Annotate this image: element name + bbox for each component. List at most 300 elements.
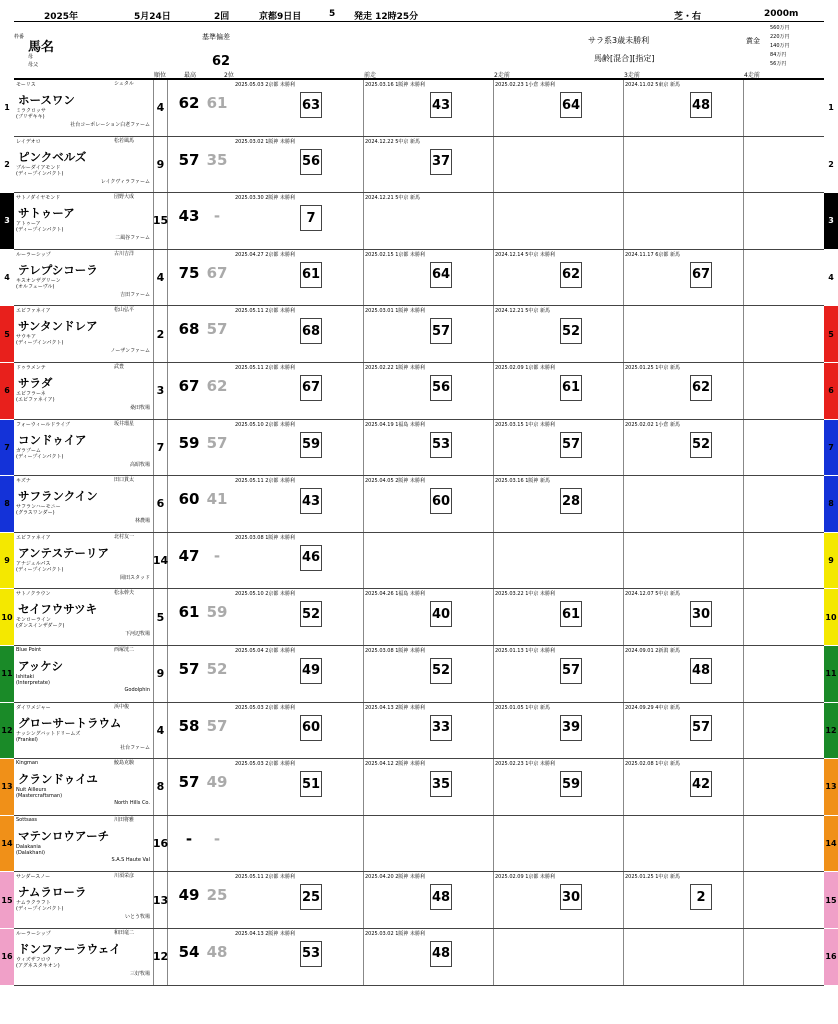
second-score: - xyxy=(213,546,221,565)
run-title: 2025.04.05 2阪神 未勝利 xyxy=(365,478,425,485)
sire-name: キズナ xyxy=(16,478,31,485)
horse-row[interactable] xyxy=(4,80,834,137)
run-title: 2025.02.08 1中京 新馬 xyxy=(625,761,680,768)
run-title: 2025.05.10 2京都 未勝利 xyxy=(235,591,295,598)
top-score: 68 xyxy=(178,320,200,339)
run-score: 42 xyxy=(690,771,712,797)
breeder-name: Godolphin xyxy=(124,686,150,693)
rank: 13 xyxy=(154,872,168,928)
jockey-name: 北村友一 xyxy=(114,533,135,540)
past-run[interactable] xyxy=(364,646,494,702)
jockey-name: 西塚洸二 xyxy=(114,646,135,653)
sire-name: モーリス xyxy=(16,82,36,88)
race-day: 京都9日目 xyxy=(259,12,302,22)
ref-value: 62 xyxy=(212,54,231,69)
run-score: 48 xyxy=(690,92,712,118)
past-run[interactable] xyxy=(494,306,624,362)
horse-profile xyxy=(14,759,154,815)
horse-row[interactable] xyxy=(1,589,837,646)
frame-number: 10 xyxy=(0,589,14,645)
past-run[interactable] xyxy=(624,533,744,589)
rank: 12 xyxy=(154,929,168,985)
past-run[interactable] xyxy=(234,646,364,702)
run-score: 52 xyxy=(560,318,582,344)
dam-name: アトゥーア xyxy=(16,221,41,228)
race-header xyxy=(14,8,824,22)
past-run[interactable] xyxy=(234,589,364,645)
horse-name[interactable]: ドンファーラウェイ xyxy=(18,941,121,956)
frame-number: 12 xyxy=(0,703,14,759)
dam-name: ミラクロッサ xyxy=(16,108,46,114)
frame-number-right: 12 xyxy=(824,703,838,759)
horse-row[interactable] xyxy=(1,872,837,929)
run-score: 48 xyxy=(430,884,452,910)
jockey-name: 坂井瑠星 xyxy=(114,420,135,427)
dam-name: エピフラーネ xyxy=(16,390,46,397)
frame-number: 3 xyxy=(0,193,14,249)
past-run[interactable] xyxy=(364,929,494,985)
horse-name[interactable]: サラダ xyxy=(18,375,53,390)
jockey-name: 鮫島克駿 xyxy=(114,760,135,767)
run-title: 2024.09.29 4中京 新馬 xyxy=(625,704,680,711)
dam-name: ナムラクラフト xyxy=(16,900,51,907)
frame-number: 9 xyxy=(0,533,14,589)
horse-name[interactable]: コンドゥイア xyxy=(18,432,87,447)
past-run[interactable] xyxy=(494,363,624,419)
run-title: 2024.11.02 5東京 新馬 xyxy=(625,82,680,88)
past-run[interactable] xyxy=(624,306,744,362)
past-run[interactable] xyxy=(364,476,494,532)
top-score: 57 xyxy=(178,659,200,678)
horse-row[interactable] xyxy=(4,420,834,477)
frame-number-right: 8 xyxy=(824,476,838,532)
run-title: 2025.05.03 2京都 未勝利 xyxy=(235,761,295,768)
frame-number-right: 3 xyxy=(824,193,838,249)
breeder-name: 社台ファーム xyxy=(120,744,150,751)
jockey-name: 田口貫太 xyxy=(114,477,135,484)
past-run[interactable] xyxy=(364,759,494,815)
damsire-label: 母父 xyxy=(28,62,39,68)
column-header: 3走前 xyxy=(624,72,640,79)
prize-label: 賞金 xyxy=(746,37,760,45)
second-score: 57 xyxy=(206,716,228,735)
top-score: 49 xyxy=(178,886,200,905)
past-run[interactable] xyxy=(234,363,364,419)
frame-number: 5 xyxy=(0,306,14,362)
horse-row[interactable] xyxy=(4,306,834,363)
past-run[interactable] xyxy=(364,193,494,249)
past-run[interactable] xyxy=(624,250,744,306)
run-title: 2025.04.27 2京都 未勝利 xyxy=(235,251,295,258)
damsire-name: (Interpretate) xyxy=(16,679,50,686)
past-run[interactable] xyxy=(624,80,744,136)
rank: 3 xyxy=(154,363,168,419)
past-run[interactable] xyxy=(364,420,494,476)
horse-profile xyxy=(14,703,154,759)
damsire-name: (ディープインパクト) xyxy=(16,170,64,177)
damsire-name: (ディープインパクト) xyxy=(16,340,64,347)
run-score: 56 xyxy=(300,149,322,175)
sire-name: サンダースノー xyxy=(16,874,51,881)
run-score: 57 xyxy=(560,432,582,458)
race-year: 2025年 xyxy=(44,12,79,22)
horse-name[interactable]: テレプシコーラ xyxy=(18,262,98,277)
second-score: - xyxy=(213,207,221,226)
run-score: 64 xyxy=(560,92,582,118)
frame-number: 8 xyxy=(0,476,14,532)
past-run[interactable] xyxy=(624,872,744,928)
breeder-name: 岡田スタッド xyxy=(119,574,150,581)
horse-name[interactable]: クランドゥイユ xyxy=(18,772,98,787)
run-title: 2024.12.22 5中京 新馬 xyxy=(365,138,420,145)
past-run[interactable] xyxy=(234,533,364,589)
past-run[interactable] xyxy=(234,759,364,815)
run-score: 51 xyxy=(300,771,322,797)
horse-row[interactable] xyxy=(4,363,834,420)
top-score: 75 xyxy=(178,263,200,282)
sire-name: サトノダイヤモンド xyxy=(16,195,61,202)
run-title: 2025.02.09 1京都 未勝利 xyxy=(495,364,555,371)
run-score: 52 xyxy=(300,601,322,627)
past-run[interactable] xyxy=(494,646,624,702)
past-run[interactable] xyxy=(364,137,494,193)
run-title: 2025.01.13 1中京 未勝利 xyxy=(495,647,555,654)
past-run[interactable] xyxy=(494,80,624,136)
top-score: 60 xyxy=(178,490,200,509)
second-score: 52 xyxy=(206,659,228,678)
second-score: 41 xyxy=(206,490,228,509)
past-run[interactable] xyxy=(234,137,364,193)
horse-profile xyxy=(14,646,154,702)
breeder-name: 二風谷ファーム xyxy=(115,235,150,242)
frame-number: 11 xyxy=(0,646,14,702)
jockey-name: 浜中俊 xyxy=(114,703,130,710)
run-score: 25 xyxy=(300,884,322,910)
horse-name-label: 馬名 xyxy=(28,40,55,55)
past-run[interactable] xyxy=(494,420,624,476)
run-title: 2024.11.17 6京都 新馬 xyxy=(625,251,680,258)
dam-name: キスオンザグリーン xyxy=(16,277,61,284)
frame-number-right: 1 xyxy=(824,80,838,136)
past-run[interactable] xyxy=(624,363,744,419)
breeder-name: いとう牧場 xyxy=(124,914,150,921)
run-score: 62 xyxy=(690,375,712,401)
horse-name[interactable]: ピンクベルズ xyxy=(18,149,87,164)
run-score: 60 xyxy=(300,715,322,741)
run-score: 53 xyxy=(300,941,322,967)
sire-name: ダイワメジャー xyxy=(16,704,51,711)
frame-number-right: 7 xyxy=(824,420,838,476)
horse-profile xyxy=(14,250,154,306)
sire-name: Sottsass xyxy=(16,816,38,823)
run-title: 2025.02.22 1阪神 未勝利 xyxy=(365,364,425,371)
horse-row[interactable] xyxy=(4,250,834,307)
run-score: 64 xyxy=(430,262,452,288)
sire-name: ルーラーシップ xyxy=(16,930,51,937)
run-score: 35 xyxy=(430,771,452,797)
damsire-name: (グラスワンダー) xyxy=(16,510,55,517)
top-score: 43 xyxy=(178,207,200,226)
run-title: 2025.04.20 2阪神 未勝利 xyxy=(365,874,425,881)
prize-amount: 56万円 xyxy=(770,61,787,67)
run-score: 53 xyxy=(430,432,452,458)
horse-profile xyxy=(14,476,154,532)
run-score: 30 xyxy=(690,601,712,627)
sire-name: レイデオロ xyxy=(16,138,41,145)
past-run[interactable] xyxy=(234,929,364,985)
past-run[interactable] xyxy=(494,703,624,759)
horse-profile xyxy=(14,589,154,645)
past-run[interactable] xyxy=(364,816,494,872)
horse-name[interactable]: マテンロウアーチ xyxy=(18,828,110,843)
damsire-name: (アグネスタキオン) xyxy=(16,962,60,969)
horse-row[interactable] xyxy=(1,759,837,816)
horse-name[interactable]: グローサートラウム xyxy=(18,715,122,730)
dam-name: サフランハーモニー xyxy=(16,504,61,511)
run-title: 2025.05.03 2京都 未勝利 xyxy=(235,704,295,711)
rank: 7 xyxy=(154,420,168,476)
horse-profile xyxy=(14,872,154,928)
jockey-name: 武豊 xyxy=(114,363,125,370)
frame-number: 16 xyxy=(0,929,14,985)
second-score: - xyxy=(213,829,221,848)
rank: 15 xyxy=(154,193,168,249)
damsire-name: (ディープインパクト) xyxy=(16,906,64,913)
frame-number-right: 10 xyxy=(824,589,838,645)
past-run[interactable] xyxy=(234,193,364,249)
top-score: 57 xyxy=(178,150,200,169)
past-run[interactable] xyxy=(624,703,744,759)
horse-name[interactable]: サトゥーア xyxy=(18,206,75,221)
past-run[interactable] xyxy=(494,476,624,532)
horse-row[interactable] xyxy=(1,646,837,703)
dam-label: 母 xyxy=(28,54,34,60)
sire-name: ルーラーシップ xyxy=(16,251,51,258)
run-title: 2025.05.11 2京都 未勝利 xyxy=(235,478,295,485)
column-header: 2走前 xyxy=(494,72,510,79)
horse-name[interactable]: セイフウサツキ xyxy=(18,602,98,617)
run-score: 46 xyxy=(300,545,322,571)
past-run[interactable] xyxy=(234,816,364,872)
breeder-name: 高昭牧場 xyxy=(129,461,150,468)
top-score: - xyxy=(185,829,193,848)
prize-amount: 84万円 xyxy=(770,52,787,58)
second-score: 57 xyxy=(206,320,228,339)
past-run[interactable] xyxy=(364,703,494,759)
rank: 14 xyxy=(154,533,168,589)
horse-name[interactable]: アッケシ xyxy=(18,658,63,673)
breeder-name: 吉田ファーム xyxy=(120,291,150,298)
past-run[interactable] xyxy=(624,476,744,532)
horse-profile xyxy=(14,137,154,193)
run-score: 43 xyxy=(300,488,322,514)
run-title: 2025.04.13 2阪神 未勝利 xyxy=(235,930,295,937)
run-title: 2024.09.01 2新潟 新馬 xyxy=(625,647,680,654)
horse-profile xyxy=(14,363,154,419)
dam-name: ナッシングバットドリームズ xyxy=(16,730,81,737)
past-run[interactable] xyxy=(624,589,744,645)
rank: 9 xyxy=(154,646,168,702)
column-header: 前走 xyxy=(364,72,377,79)
run-title: 2025.05.11 2京都 未勝利 xyxy=(235,874,295,881)
column-headers xyxy=(154,70,824,80)
breeder-name: North Hills Co. xyxy=(114,800,150,807)
frame-number: 6 xyxy=(0,363,14,419)
run-score: 68 xyxy=(300,318,322,344)
horse-row[interactable] xyxy=(1,816,837,873)
damsire-name: (ダンスインザダーク) xyxy=(16,623,65,630)
horse-name[interactable]: サフランクイン xyxy=(18,489,98,504)
past-run[interactable] xyxy=(494,872,624,928)
past-run[interactable] xyxy=(364,872,494,928)
top-score: 54 xyxy=(178,942,200,961)
past-run[interactable] xyxy=(364,533,494,589)
run-score: 67 xyxy=(300,375,322,401)
sire-name: フォーウィールドライブ xyxy=(16,421,71,428)
past-run[interactable] xyxy=(624,759,744,815)
past-run[interactable] xyxy=(494,137,624,193)
second-score: 35 xyxy=(206,150,228,169)
frame-number: 2 xyxy=(0,137,14,193)
past-run[interactable] xyxy=(234,420,364,476)
past-run[interactable] xyxy=(494,589,624,645)
horse-row[interactable] xyxy=(4,476,834,533)
past-run[interactable] xyxy=(624,646,744,702)
run-score: 30 xyxy=(560,884,582,910)
run-score: 40 xyxy=(430,601,452,627)
race-sheet xyxy=(1,8,837,986)
run-title: 2025.05.10 2京都 未勝利 xyxy=(235,421,295,428)
breeder-name: ノーザンファーム xyxy=(110,348,150,355)
horse-row[interactable] xyxy=(1,703,837,760)
run-title: 2025.02.23 1中京 未勝利 xyxy=(495,761,555,768)
past-run[interactable] xyxy=(494,759,624,815)
past-run[interactable] xyxy=(364,363,494,419)
past-run[interactable] xyxy=(364,306,494,362)
past-run[interactable] xyxy=(624,193,744,249)
past-run[interactable] xyxy=(234,80,364,136)
top-score: 62 xyxy=(178,94,200,112)
jockey-name: 松山弘平 xyxy=(114,307,135,314)
second-score: 62 xyxy=(206,376,228,395)
damsire-name: (エピファネイア) xyxy=(16,396,55,403)
frame-number-right: 4 xyxy=(824,250,838,306)
frame-number: 7 xyxy=(0,420,14,476)
past-run[interactable] xyxy=(624,137,744,193)
breeder-name: 林農場 xyxy=(134,518,150,525)
run-score: 60 xyxy=(430,488,452,514)
past-run[interactable] xyxy=(234,250,364,306)
past-run[interactable] xyxy=(234,872,364,928)
past-run[interactable] xyxy=(364,589,494,645)
past-run[interactable] xyxy=(364,250,494,306)
horse-row[interactable] xyxy=(4,137,834,194)
run-title: 2025.03.02 1阪神 未勝利 xyxy=(235,138,295,145)
past-run[interactable] xyxy=(234,476,364,532)
past-run[interactable] xyxy=(624,929,744,985)
horse-row[interactable] xyxy=(4,193,834,250)
rank: 6 xyxy=(154,476,168,532)
past-run[interactable] xyxy=(234,703,364,759)
past-run[interactable] xyxy=(494,929,624,985)
frame-number: 4 xyxy=(0,250,14,306)
frame-number-right: 13 xyxy=(824,759,838,815)
jockey-name: 古川吉洋 xyxy=(114,250,135,257)
past-run[interactable] xyxy=(624,816,744,872)
dam-name: ウィズザフロウ xyxy=(16,956,51,963)
dam-name: ブルーダイアモンド xyxy=(16,164,61,171)
run-title: 2025.03.02 1阪神 未勝利 xyxy=(365,930,425,937)
run-title: 2025.01.05 1中京 新馬 xyxy=(495,704,550,711)
top-score: 58 xyxy=(178,716,200,735)
damsire-name: (オルフェーヴル) xyxy=(16,283,55,290)
run-score: 61 xyxy=(300,262,322,288)
rank: 4 xyxy=(154,80,168,136)
run-title: 2025.03.30 2阪神 未勝利 xyxy=(235,195,295,202)
past-run[interactable] xyxy=(364,80,494,136)
horse-name[interactable]: ナムラローラ xyxy=(18,885,87,900)
horse-name[interactable]: サンタンドレア xyxy=(18,319,98,334)
damsire-name: (Mastercraftsman) xyxy=(16,793,63,800)
past-run[interactable] xyxy=(494,250,624,306)
jockey-name: 団野大成 xyxy=(114,194,135,201)
past-run[interactable] xyxy=(234,306,364,362)
prize-amount: 220万円 xyxy=(770,34,790,40)
horse-row[interactable] xyxy=(4,533,834,590)
run-title: 2024.12.21 5中京 新馬 xyxy=(495,308,550,315)
run-score: 56 xyxy=(430,375,452,401)
race-number: 5 xyxy=(329,9,336,19)
run-title: 2025.03.08 1阪神 未勝利 xyxy=(365,647,425,654)
run-score: 28 xyxy=(560,488,582,514)
dam-name: Ishitaki xyxy=(16,673,34,680)
run-score: 63 xyxy=(300,92,322,118)
top-score: 59 xyxy=(178,433,200,452)
past-run[interactable] xyxy=(494,193,624,249)
past-run[interactable] xyxy=(624,420,744,476)
rank: 8 xyxy=(154,759,168,815)
dam-name: ガラブーム xyxy=(16,447,41,454)
jockey-name: 川田将雅 xyxy=(114,816,135,823)
horse-profile xyxy=(14,80,154,136)
damsire-name: (ブリザキキ) xyxy=(16,114,45,120)
breeder-name: 三好牧場 xyxy=(129,970,150,977)
jockey-name: 和田竜二 xyxy=(114,929,135,936)
run-score: 62 xyxy=(560,262,582,288)
rank: 16 xyxy=(154,816,168,872)
run-title: 2025.04.12 2阪神 未勝利 xyxy=(365,761,425,768)
horse-row[interactable] xyxy=(1,929,837,986)
dam-name: モンローライン xyxy=(16,617,51,624)
frame-number-right: 11 xyxy=(824,646,838,702)
rank: 5 xyxy=(154,589,168,645)
past-run[interactable] xyxy=(494,816,624,872)
column-header: 2位 xyxy=(224,72,234,79)
column-header: 順位 xyxy=(154,72,167,79)
breeder-name: 桑田牧場 xyxy=(129,404,150,411)
run-title: 2024.12.14 5中京 未勝利 xyxy=(495,251,555,258)
horse-name[interactable]: アンテステーリア xyxy=(18,545,109,560)
horse-name[interactable]: ホースワン xyxy=(18,93,75,107)
race-subcondition: 馬齢[混合][指定] xyxy=(594,54,655,63)
race-round: 2回 xyxy=(214,12,230,22)
second-score: 48 xyxy=(206,942,228,961)
frame-number-right: 16 xyxy=(824,929,838,985)
run-score: 43 xyxy=(430,92,452,118)
frame-number: 14 xyxy=(0,816,14,872)
past-run[interactable] xyxy=(494,533,624,589)
horse-profile xyxy=(14,533,154,589)
